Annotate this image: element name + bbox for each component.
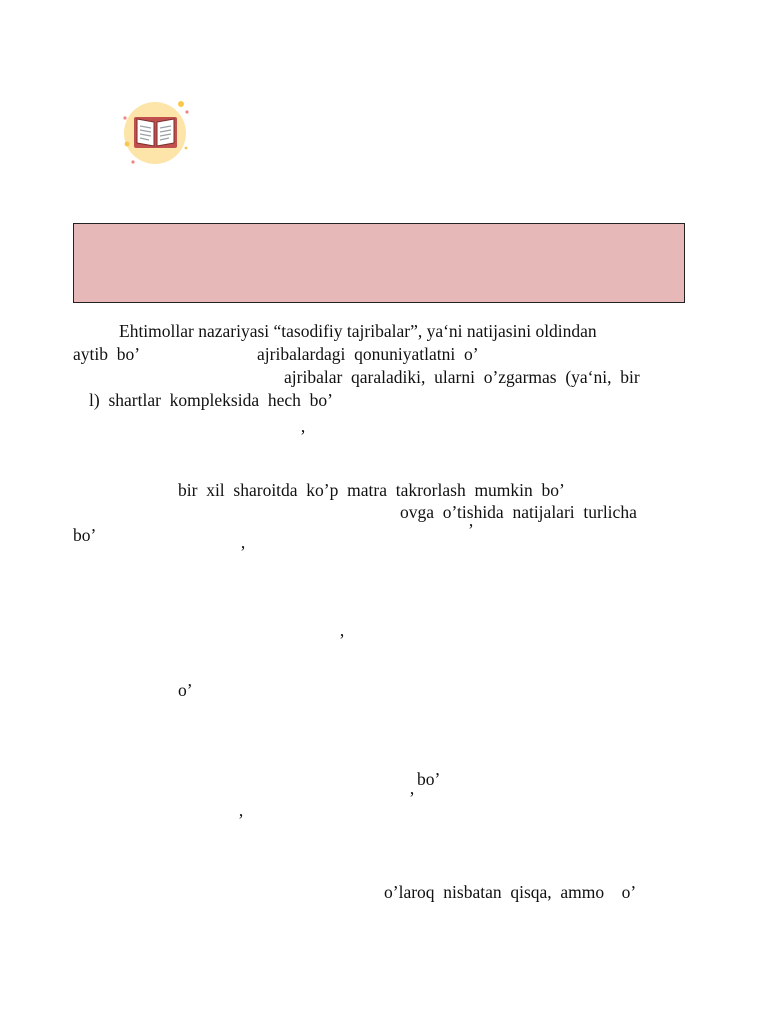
paragraph-line-2a: aytib bo’ (73, 344, 141, 364)
text-fragment-9: ’ (339, 630, 345, 650)
text-fragment-8a: bo’ (73, 525, 97, 545)
text-fragment-10: o’ (178, 680, 193, 700)
text-fragment-12: ’ (409, 788, 415, 808)
paragraph-line-1: Ehtimollar nazariyasi “tasodifiy tajribalar”, ya‘ni natijasini oldindan (119, 321, 597, 341)
title-banner (73, 223, 685, 303)
text-fragment-14: o’laroq nisbatan qisqa, ammo o’ (384, 882, 637, 902)
text-fragment-7: ovga o’tishida natijalari turlicha (400, 502, 637, 522)
paragraph-fragment-5: ’ (300, 426, 306, 446)
text-fragment-8b: ’ (468, 520, 474, 540)
text-fragment-13: ’ (238, 810, 244, 830)
paragraph-line-3: ajribalar qaraladiki, ularni o’zgarmas (ya‘ni, bir (284, 367, 640, 387)
text-fragment-8c: ’ (240, 542, 246, 562)
text-fragment-6: bir xil sharoitda ko’p matra takrorlash mumkin bo’ (178, 480, 565, 500)
text-fragment-11: bo’ (417, 769, 441, 789)
open-book-icon (118, 98, 190, 166)
paragraph-line-4: l) shartlar kompleksida hech bo’ (89, 390, 333, 410)
paragraph-line-2b: ajribalardagi qonuniyatlatni o’ (257, 344, 479, 364)
